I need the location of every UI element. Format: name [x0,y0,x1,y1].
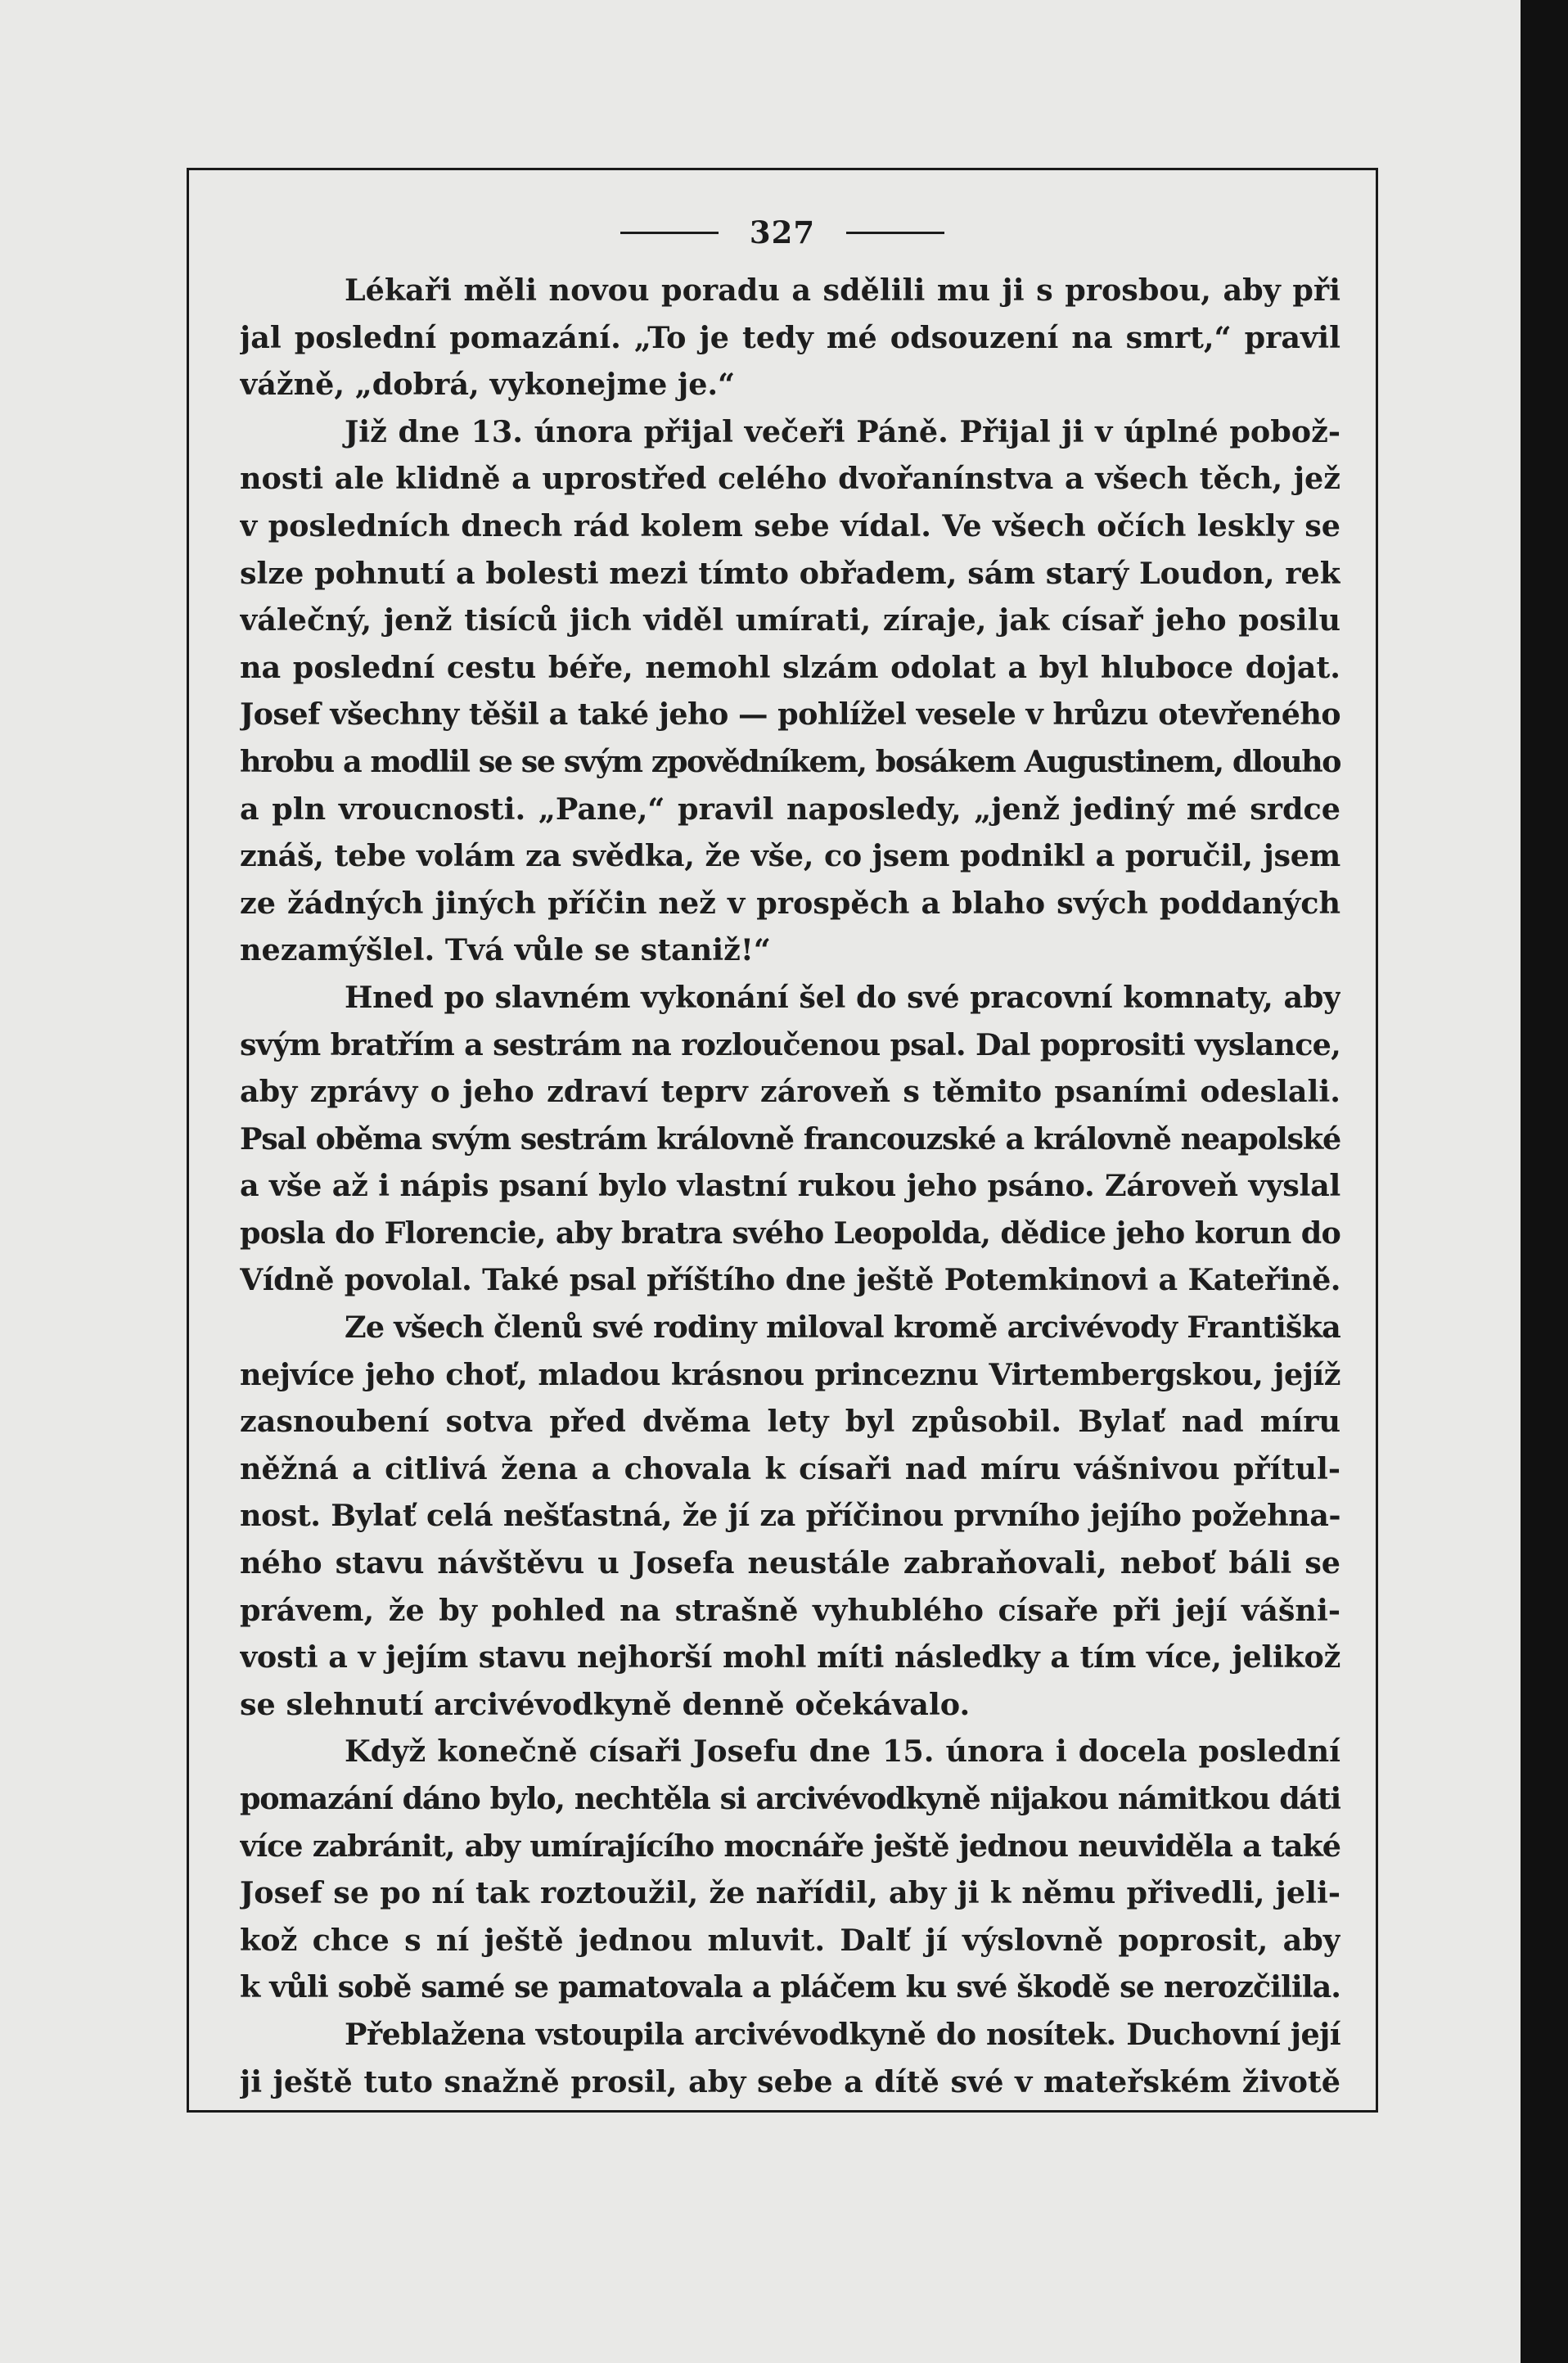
text-line: vosti a v jejím stavu nejhorší mohl míti následky a tím více, jelikož [240,1639,1340,1675]
text-line: se slehnutí arcivévodkyně denně očekávalo. [240,1686,971,1722]
body-text [240,267,1340,2105]
text-line: Již dne 13. února přijal večeři Páně. Přijal ji v úplné pobož- [345,413,1340,449]
text-line: posla do Florencie, aby bratra svého Leopolda, dědice jeho korun do [240,1215,1340,1251]
text-line: na poslední cestu béře, nemohl slzám odolat a byl hluboce dojat. [240,649,1340,685]
text-line: nejvíce jeho choť, mladou krásnou princeznu Virtembergskou, jejíž [240,1356,1340,1392]
text-line: a vše až i nápis psaní bylo vlastní rukou jeho psáno. Zároveň vyslal [240,1168,1340,1204]
text-line: kož chce s ní ještě jednou mluvit. Dalť jí výslovně poprosit, aby [240,1922,1340,1958]
text-line: ného stavu návštěvu u Josefa neustále zabraňovali, neboť báli se [240,1545,1340,1581]
text-line: Josef všechny těšil a také jeho — pohlížel vesele v hrůzu otevřeného [240,697,1340,733]
text-line: více zabránit, aby umírajícího mocnáře ještě jednou neuviděla a také [240,1828,1340,1864]
text-line: nosti ale klidně a uprostřed celého dvořanínstva a všech těch, jež [240,461,1340,497]
text-line: Přeblažena vstoupila arcivévodkyně do nosítek. Duchovní její [345,2016,1340,2052]
text-line: ji ještě tuto snažně prosil, aby sebe a dítě své v mateřském životě [240,2063,1340,2099]
text-line: jal poslední pomazání. „To je tedy mé odsouzení na smrt,“ pravil [240,319,1340,355]
text-line: k vůli sobě samé se pamatovala a pláčem ku své škodě se nerozčilila. [240,1969,1340,2005]
text-line: právem, že by pohled na strašně vyhublého císaře při její vášni- [240,1592,1340,1628]
text-line: Ze všech členů své rodiny miloval kromě arcivévody Františka [345,1310,1340,1346]
text-line: vážně, „dobrá, vykonejme je.“ [240,367,736,403]
text-line: válečný, jenž tisíců jich viděl umírati, zíraje, jak císař jeho posilu [240,602,1340,638]
text-line: Josef se po ní tak roztoužil, že nařídil, aby ji k němu přivedli, jeli- [240,1875,1340,1911]
text-line: znáš, tebe volám za svědka, že vše, co jsem podnikl a poručil, jsem [240,838,1340,874]
text-line: nost. Bylať celá nešťastná, že jí za příčinou prvního jejího požehna- [240,1498,1340,1534]
page-header [189,214,1376,250]
text-line: pomazání dáno bylo, nechtěla si arcivévodkyně nijakou námitkou dáti [240,1781,1340,1816]
page-number: 327 [749,214,816,250]
text-line: nezamýšlel. Tvá vůle se staniž!“ [240,932,771,968]
text-line: Hned po slavném vykonání šel do své pracovní komnaty, aby [345,979,1340,1015]
text-line: ze žádných jiných příčin než v prospěch a blaho svých poddaných [240,885,1340,921]
text-line: svým bratřím a sestrám na rozloučenou psal. Dal poprositi vyslance, [240,1026,1340,1062]
header-rule-right [846,232,944,234]
text-line: Lékaři měli novou poradu a sdělili mu ji s prosbou, aby při [345,273,1340,308]
text-line: v posledních dnech rád kolem sebe vídal. Ve všech očích leskly se [240,507,1340,543]
text-line: něžná a citlivá žena a chovala k císaři nad míru vášnivou přítul- [240,1450,1340,1486]
text-line: hrobu a modlil se se svým zpovědníkem, bosákem Augustinem, dlouho [240,743,1340,779]
text-line: Vídně povolal. Také psal příštího dne ještě Potemkinovi a Kateřině. [240,1262,1340,1298]
text-line: Psal oběma svým sestrám královně francouzské a královně neapolské [240,1121,1340,1157]
text-line: aby zprávy o jeho zdraví teprv zároveň s těmito psaními odeslali. [240,1074,1340,1110]
header-rule-left [620,232,719,234]
page-border [187,168,1378,2113]
text-line: Když konečně císaři Josefu dne 15. února i docela poslední [345,1734,1340,1770]
text-line: zasnoubení sotva před dvěma lety byl způsobil. Bylať nad míru [240,1404,1340,1440]
text-line: slze pohnutí a bolesti mezi tímto obřadem, sám starý Loudon, rek [240,555,1340,591]
text-line: a pln vroucnosti. „Pane,“ pravil naposledy, „jenž jediný mé srdce [240,791,1340,827]
